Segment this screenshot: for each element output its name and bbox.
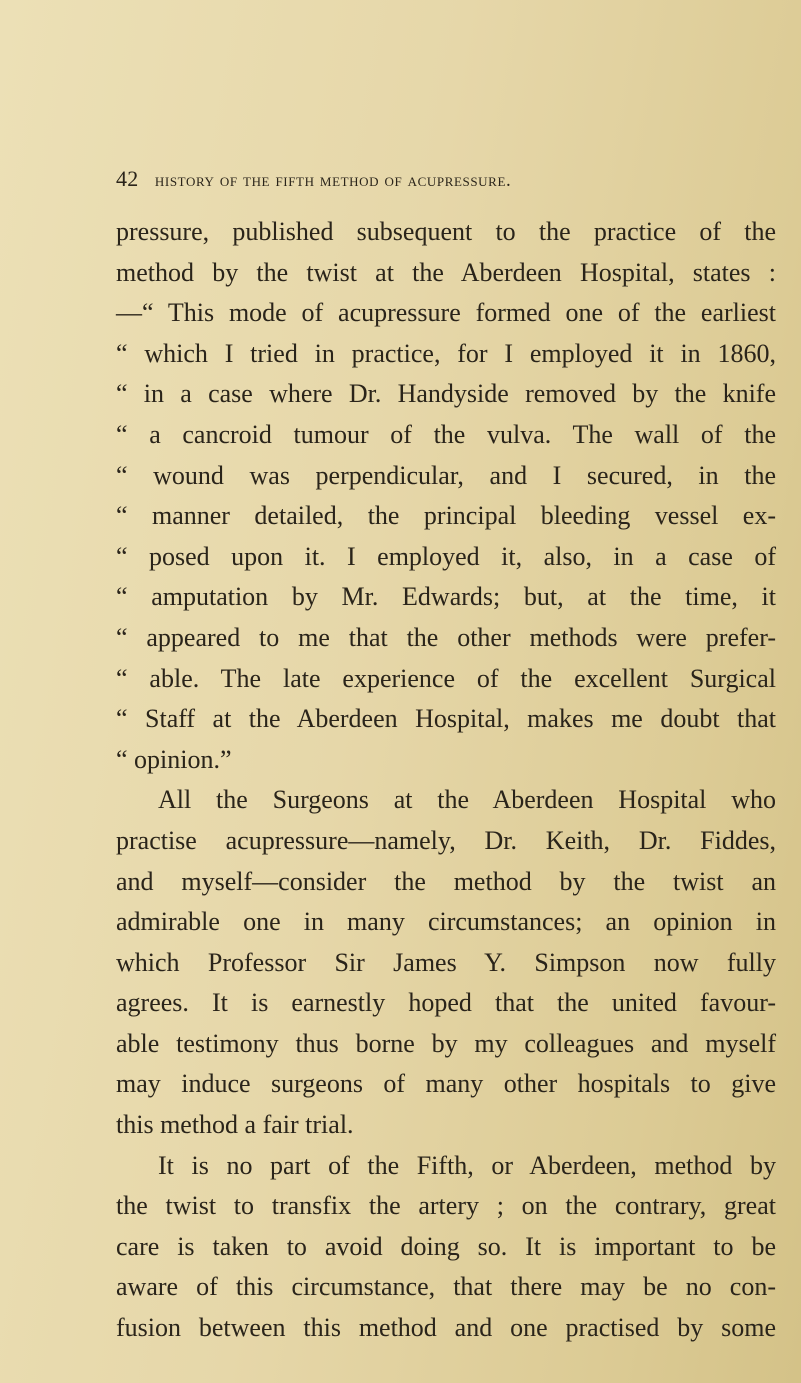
text-line: aware of this circumstance, that there may be no con-: [116, 1272, 776, 1302]
text-line: “ posed upon it. I employed it, also, in a case of: [116, 541, 776, 571]
text-line: this method a fair trial.: [116, 1110, 354, 1140]
text-line: “ appeared to me that the other methods were prefer-: [116, 622, 776, 652]
text-line: It is no part of the Fifth, or Aberdeen, method by: [158, 1150, 776, 1180]
text-line: the twist to transfix the artery ; on the contrary, great: [116, 1191, 776, 1221]
text-line: All the Surgeons at the Aberdeen Hospital who: [158, 785, 776, 815]
text-line: “ manner detailed, the principal bleeding vessel ex-: [116, 501, 776, 531]
body-text: [116, 212, 776, 1349]
text-line: pressure, published subsequent to the practice of the: [116, 217, 776, 246]
text-line: able testimony thus borne by my colleagues and myself: [116, 1028, 776, 1058]
text-line: which Professor Sir James Y. Simpson now fully: [116, 947, 776, 977]
text-line: and myself—consider the method by the twist an: [116, 866, 776, 896]
page-number: 42: [116, 166, 139, 191]
running-head: [116, 166, 776, 192]
text-line: care is taken to avoid doing so. It is important to be: [116, 1231, 776, 1261]
text-line: “ which I tried in practice, for I employed it in 1860,: [116, 338, 776, 368]
text-line: method by the twist at the Aberdeen Hospital, states :: [116, 257, 776, 287]
text-line: “ amputation by Mr. Edwards; but, at the time, it: [116, 582, 776, 612]
text-line: “ in a case where Dr. Handyside removed by the knife: [116, 379, 776, 409]
text-line: agrees. It is earnestly hoped that the united favour-: [116, 988, 776, 1018]
text-line: admirable one in many circumstances; an opinion in: [116, 907, 776, 937]
text-line: “ able. The late experience of the excellent Surgical: [116, 663, 776, 693]
text-line: may induce surgeons of many other hospitals to give: [116, 1069, 776, 1099]
text-line: fusion between this method and one practised by some: [116, 1313, 776, 1343]
text-line: practise acupressure—namely, Dr. Keith, Dr. Fiddes,: [116, 825, 776, 855]
text-line: —“ This mode of acupressure formed one of the earliest: [116, 298, 776, 328]
text-line: “ a cancroid tumour of the vulva. The wall of the: [116, 419, 776, 449]
running-head-title: history of the fifth method of acupressure.: [154, 170, 512, 191]
text-line: “ opinion.”: [116, 744, 232, 774]
text-line: “ Staff at the Aberdeen Hospital, makes me doubt that: [116, 704, 776, 734]
text-line: “ wound was perpendicular, and I secured, in the: [116, 460, 776, 490]
